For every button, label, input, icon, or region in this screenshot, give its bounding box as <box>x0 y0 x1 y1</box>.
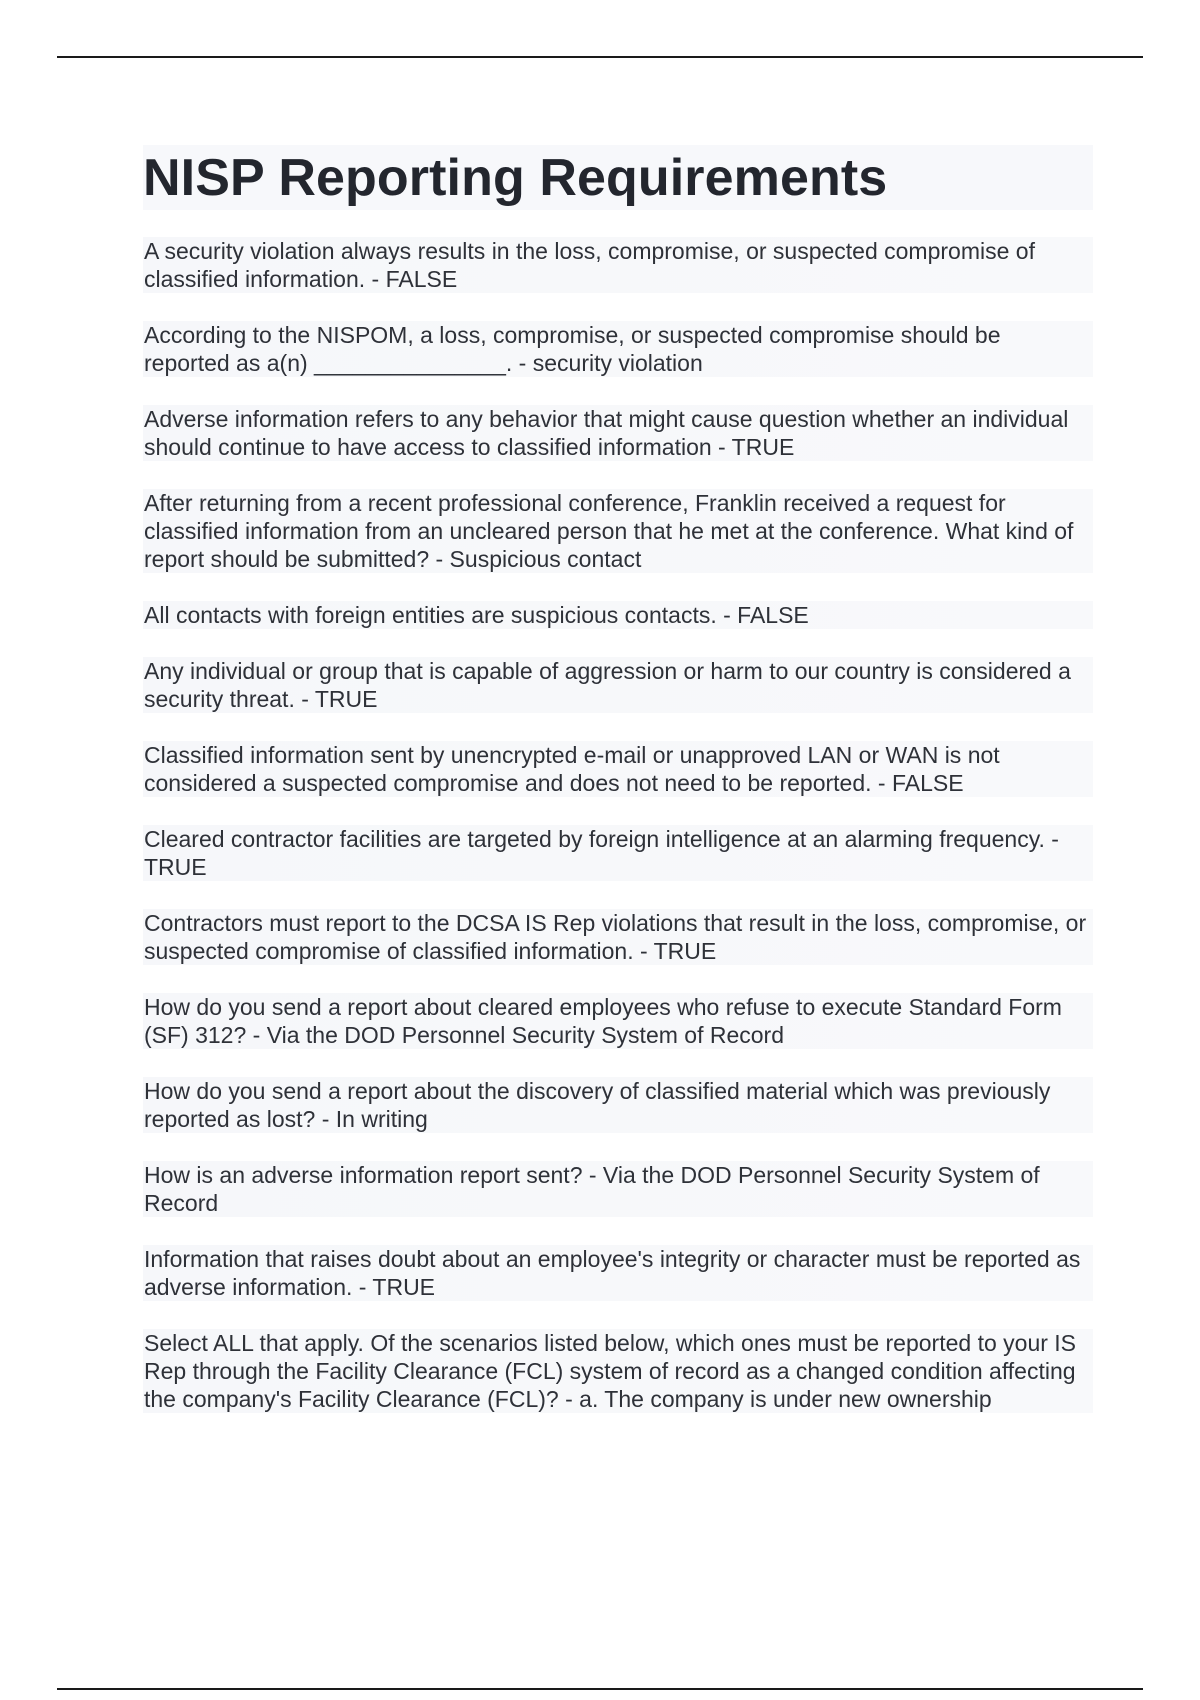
qa-item: Information that raises doubt about an employee's integrity or character must be reported as adverse information. - TRUE <box>143 1245 1093 1301</box>
qa-item: How do you send a report about cleared employees who refuse to execute Standard Form (SF) 312? - Via the DOD Personnel Security System of Record <box>143 993 1093 1049</box>
page-title: NISP Reporting Requirements <box>143 148 888 207</box>
qa-item: Select ALL that apply. Of the scenarios listed below, which ones must be reported to your IS Rep through the Facility Clearance (FCL) system of record as a changed condition affecting the company's Facility Clearance (FCL)? - a. The company is under new ownership <box>143 1329 1093 1413</box>
qa-item: All contacts with foreign entities are suspicious contacts. - FALSE <box>143 601 1093 629</box>
qa-item: Any individual or group that is capable of aggression or harm to our country is considered a security threat. - TRUE <box>143 657 1093 713</box>
qa-item: Contractors must report to the DCSA IS Rep violations that result in the loss, compromise, or suspected compromise of classified information. - TRUE <box>143 909 1093 965</box>
qa-item: How do you send a report about the discovery of classified material which was previously reported as lost? - In writing <box>143 1077 1093 1133</box>
qa-item: After returning from a recent professional conference, Franklin received a request for classified information from an uncleared person that he met at the conference. What kind of report should be submitted? - Suspicious contact <box>143 489 1093 573</box>
qa-item: A security violation always results in the loss, compromise, or suspected compromise of classified information. - FALSE <box>143 237 1093 293</box>
document-body <box>143 145 1093 1413</box>
qa-item: Classified information sent by unencrypted e-mail or unapproved LAN or WAN is not considered a suspected compromise and does not need to be reported. - FALSE <box>143 741 1093 797</box>
qa-item: According to the NISPOM, a loss, compromise, or suspected compromise should be reported as a(n) _______________. - security violation <box>143 321 1093 377</box>
bottom-rule <box>57 1688 1143 1690</box>
qa-item: How is an adverse information report sent? - Via the DOD Personnel Security System of Record <box>143 1161 1093 1217</box>
top-rule <box>57 56 1143 58</box>
qa-item: Adverse information refers to any behavior that might cause question whether an individual should continue to have access to classified information - TRUE <box>143 405 1093 461</box>
qa-list <box>143 237 1093 1413</box>
qa-item: Cleared contractor facilities are targeted by foreign intelligence at an alarming frequency. - TRUE <box>143 825 1093 881</box>
title-band <box>143 145 1093 210</box>
